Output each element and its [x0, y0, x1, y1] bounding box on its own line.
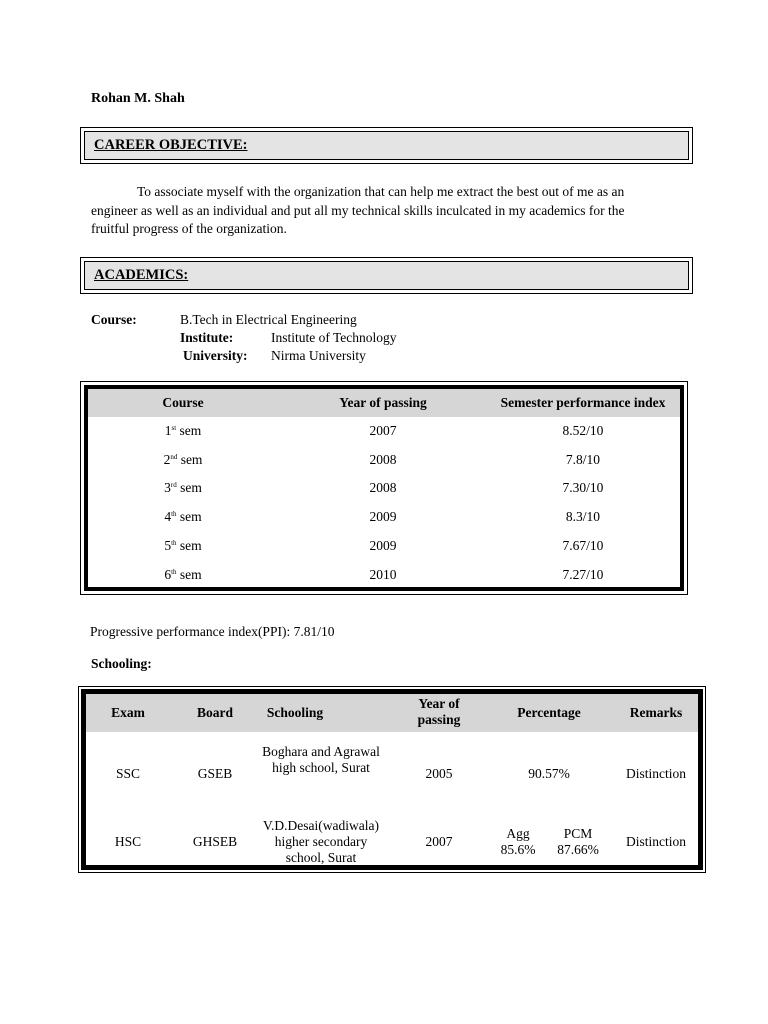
institute-value: Institute of Technology [271, 330, 397, 345]
academics-table-header [88, 389, 680, 417]
course-label: Course: [91, 312, 137, 327]
career-objective-heading: CAREER OBJECTIVE: [84, 131, 689, 160]
semester-year: 2010 [369, 566, 397, 582]
row-exam: HSC [114, 834, 142, 849]
row-exam: SSC [115, 766, 141, 781]
semester-label: 1st sem [164, 423, 202, 438]
semester-year: 2009 [369, 509, 397, 525]
semester-spi: 7.8/10 [565, 451, 601, 467]
row-school: V.D.Desai(wadiwala) higher secondary school, Surat [263, 818, 379, 865]
semester-label: 3rd sem [164, 480, 202, 496]
semester-year: 2008 [369, 451, 397, 467]
semester-label: 5th sem [164, 537, 202, 553]
table-row [88, 509, 680, 537]
header-year-of-passing: Year of passing [417, 696, 461, 727]
ppi-text: Progressive performance index(PPI): 7.81/10 [90, 624, 335, 639]
table-row [88, 452, 680, 480]
row-board: GSEB [197, 766, 233, 781]
row-board: GHSEB [192, 834, 238, 849]
semester-spi: 7.27/10 [562, 566, 604, 582]
row-remarks: Distinction [626, 834, 686, 849]
semester-spi: 7.30/10 [562, 480, 604, 496]
institute-label: Institute: [180, 330, 234, 345]
career-objective-text: To associate myself with the organization that can help me extract the best out of me as an engineer as well as an individual and put all my technical skills inculcated in my academics for the fruitful progress of the organization. [91, 184, 625, 236]
row-remarks: Distinction [626, 766, 686, 781]
header-spi: Semester performance index [500, 395, 666, 410]
header-year: Year of passing [339, 395, 427, 410]
schooling-table-header [86, 694, 698, 732]
semester-year: 2007 [369, 423, 397, 438]
career-objective-heading-box [80, 127, 693, 164]
header-board: Board [196, 705, 233, 720]
semester-year: 2009 [369, 537, 397, 553]
academics-table [80, 381, 688, 595]
row-year: 2005 [425, 766, 453, 781]
semester-spi: 8.52/10 [562, 423, 604, 438]
semester-label: 2nd sem [163, 451, 203, 467]
university-label: University: [183, 348, 248, 363]
table-row [88, 423, 680, 451]
row-pcm: PCM 87.66% [557, 826, 599, 857]
academics-heading-box [80, 257, 693, 294]
academics-heading: ACADEMICS: [84, 261, 689, 290]
schooling-table [78, 686, 706, 873]
schooling-heading: Schooling: [91, 656, 152, 671]
semester-label: 6th sem [164, 566, 202, 582]
header-exam: Exam [111, 705, 145, 720]
table-row [88, 538, 680, 566]
semester-label: 4th sem [164, 509, 202, 525]
header-course: Course [162, 395, 204, 410]
header-percentage: Percentage [517, 705, 581, 720]
header-remarks: Remarks [629, 705, 683, 720]
university-value: Nirma University [271, 348, 366, 363]
course-value: B.Tech in Electrical Engineering [180, 312, 357, 327]
row-school: Boghara and Agrawal high school, Surat [262, 744, 380, 775]
row-percentage: 90.57% [528, 766, 570, 781]
header-schooling: Schooling [266, 705, 324, 720]
candidate-name: Rohan M. Shah [91, 91, 185, 106]
semester-spi: 7.67/10 [562, 537, 604, 553]
row-agg: Agg 85.6% [500, 826, 536, 857]
table-row [88, 480, 680, 508]
semester-spi: 8.3/10 [565, 509, 601, 525]
row-year: 2007 [425, 834, 453, 849]
semester-year: 2008 [369, 480, 397, 496]
table-row [88, 567, 680, 595]
